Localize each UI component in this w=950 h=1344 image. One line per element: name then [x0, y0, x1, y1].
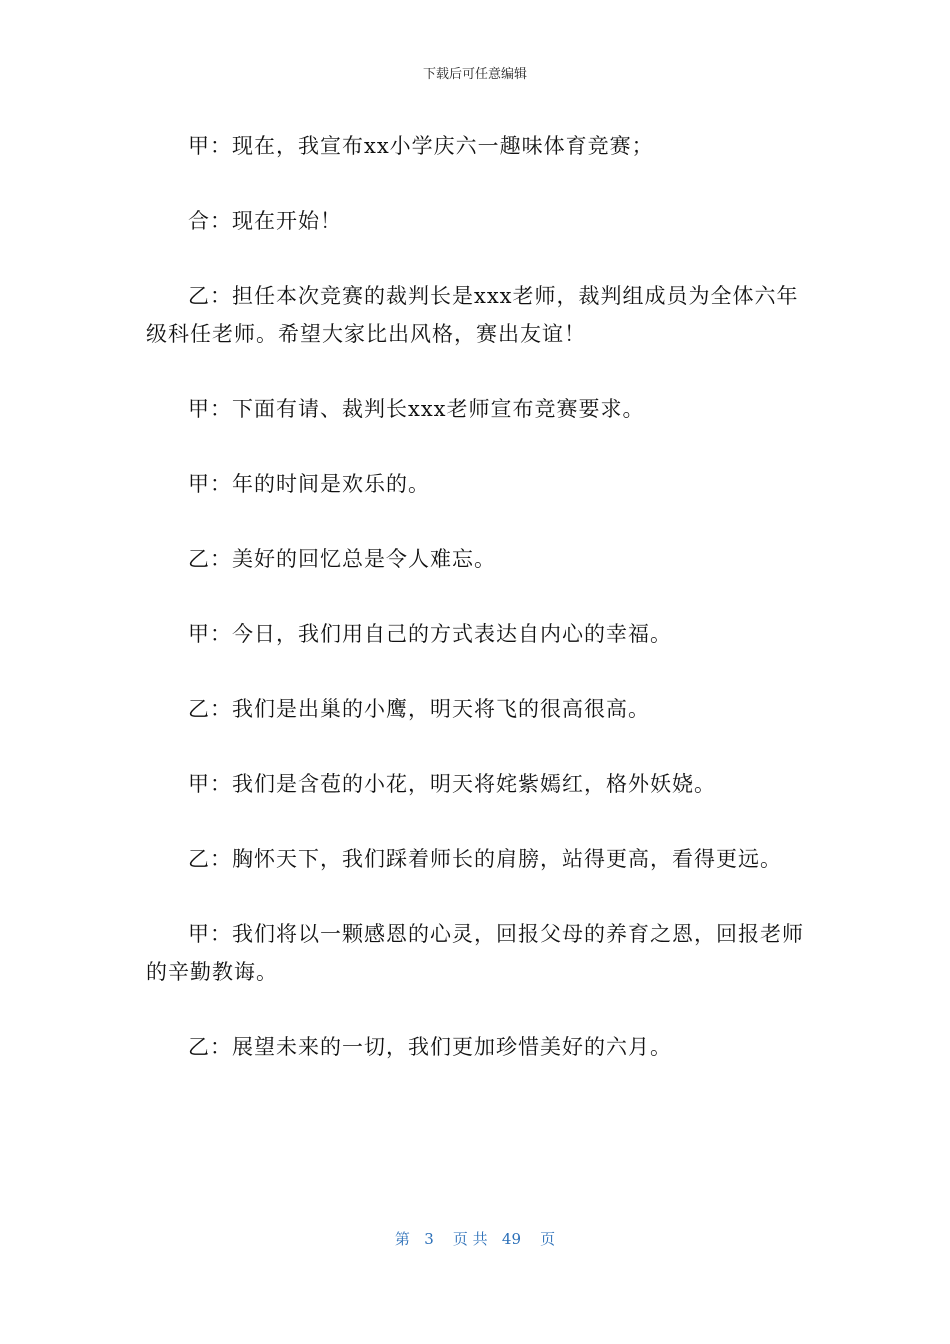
paragraph: 乙：担任本次竞赛的裁判长是xxx老师，裁判组成员为全体六年级科任老师。希望大家比出风格，赛出友谊！ [146, 284, 799, 346]
footer-middle: 页 共 [452, 1230, 488, 1248]
paragraph: 乙：我们是出巢的小鹰，明天将飞的很高很高。 [188, 697, 650, 721]
paragraph: 甲：下面有请、裁判长xxx老师宣布竞赛要求。 [188, 397, 645, 421]
paragraph: 乙：展望未来的一切，我们更加珍惜美好的六月。 [188, 1035, 672, 1059]
paragraph: 甲：现在，我宣布xx小学庆六一趣味体育竞赛； [188, 134, 654, 158]
paragraph: 合：现在开始！ [188, 209, 342, 233]
page-footer [0, 1228, 950, 1250]
paragraph: 乙：胸怀天下，我们踩着师长的肩膀，站得更高，看得更远。 [188, 847, 782, 871]
header-note: 下载后可任意编辑 [422, 67, 527, 82]
paragraph: 甲：我们是含苞的小花，明天将姹紫嫣红，格外妖娆。 [188, 772, 716, 796]
paragraph: 乙：美好的回忆总是令人难忘。 [188, 547, 496, 571]
paragraph: 甲：今日，我们用自己的方式表达自内心的幸福。 [188, 622, 672, 646]
paragraph: 甲：年的时间是欢乐的。 [188, 472, 430, 496]
paragraph: 甲：我们将以一颗感恩的心灵，回报父母的养育之恩，回报老师的辛勤教诲。 [146, 922, 804, 984]
page-header [0, 66, 950, 84]
footer-suffix: 页 [540, 1230, 556, 1248]
document-body [146, 127, 806, 1103]
total-pages-number: 49 [501, 1230, 522, 1248]
current-page-number: 3 [424, 1230, 434, 1248]
footer-prefix: 第 [394, 1230, 410, 1248]
